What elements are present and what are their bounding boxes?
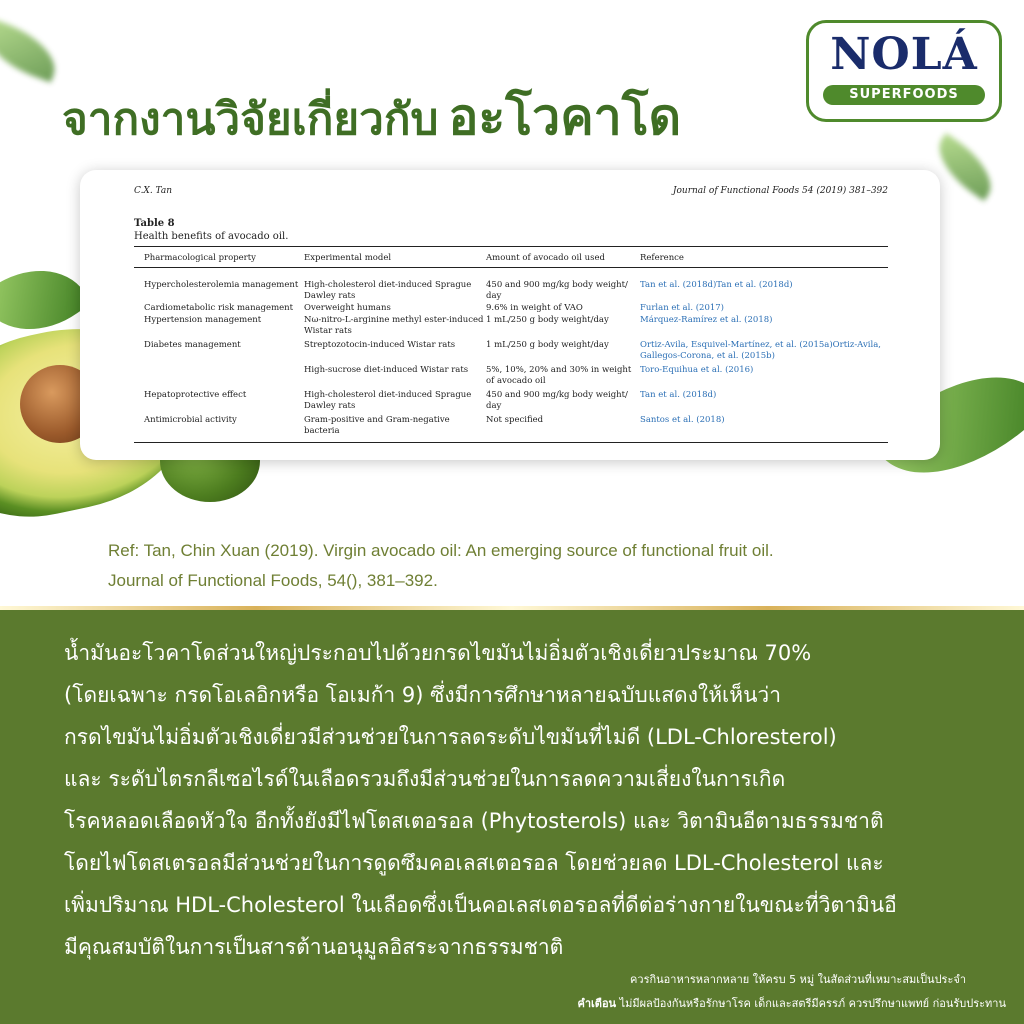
- table-column-header: Pharmacological property: [144, 253, 256, 263]
- table-cell-amount-line: day: [486, 291, 502, 301]
- table-cell-amount-line: Not specified: [486, 415, 544, 425]
- table-cell-reference-line: Tan et al. (2018d): [640, 390, 717, 400]
- table-cell-amount-line: 450 and 900 mg/kg body weight/: [486, 390, 628, 400]
- table-cell-reference-line: Toro-Equihua et al. (2016): [640, 365, 754, 375]
- body-line: กรดไขมันไม่อิ่มตัวเชิงเดี่ยวมีส่วนช่วยในการลดระดับไขมันที่ไม่ดี (LDL-Chloresterol): [64, 725, 837, 749]
- table-cell-amount-line: 5%, 10%, 20% and 30% in weight: [486, 365, 632, 375]
- table-cell-model-line: Dawley rats: [304, 401, 356, 411]
- running-header-author: C.X. Tan: [134, 186, 173, 196]
- body-line: และ ระดับไตรกลีเซอไรด์ในเลือดรวมถึงมีส่วนช่วยในการลดความเสี่ยงในการเกิด: [64, 767, 786, 791]
- leaf-decoration: [0, 18, 64, 83]
- page-title: [62, 78, 681, 157]
- table-cell-amount-line: day: [486, 401, 502, 411]
- table-cell-model-line: Streptozotocin-induced Wistar rats: [304, 340, 456, 350]
- brand-logo: [806, 20, 1002, 122]
- table-cell-amount: [486, 415, 543, 426]
- table-cell-property: Antimicrobial activity: [144, 415, 237, 425]
- table-cell-reference: [640, 315, 772, 326]
- table-column-header: Amount of avocado oil used: [486, 253, 605, 263]
- table-cell-model: [304, 340, 455, 351]
- table-cell-model: [304, 315, 483, 337]
- table-cell-amount: [486, 280, 628, 302]
- table-cell-property: Cardiometabolic risk management: [144, 303, 294, 313]
- body-line: (โดยเฉพาะ กรดโอเลอิกหรือ โอเมก้า 9) ซึ่งมีการศึกษาหลายฉบับแสดงให้เห็นว่า: [64, 683, 782, 707]
- paper-table-card: [80, 170, 940, 460]
- table-rule-top: [134, 246, 888, 247]
- body-line: มีคุณสมบัติในการเป็นสารต้านอนุมูลอิสระจากธรรมชาติ: [64, 935, 564, 959]
- body-line: โดยไฟโตสเตรอลมีส่วนช่วยในการดูดซึมคอเลสเตอรอล โดยช่วยลด LDL-Cholesterol และ: [64, 851, 884, 875]
- table-column-header: Reference: [640, 253, 684, 263]
- logo-tagline: SUPERFOODS: [823, 85, 985, 105]
- table-cell-reference: [640, 415, 725, 426]
- table-column-header: Experimental model: [304, 253, 392, 263]
- table-cell-reference: [640, 340, 881, 362]
- warning-text: [578, 994, 1007, 1012]
- table-cell-model-line: Dawley rats: [304, 291, 356, 301]
- table-cell-property: Hypercholesterolemia management: [144, 280, 299, 290]
- body-line: โรคหลอดเลือดหัวใจ อีกทั้งยังมีไฟโตสเตอรอล (Phytosterols) และ วิตามินอีตามธรรมชาติ: [64, 809, 884, 833]
- body-line: เพิ่มปริมาณ HDL-Cholesterol ในเลือดซึ่งเป็นคอเลสเตอรอลที่ดีต่อร่างกายในขณะที่วิตามินอี: [64, 893, 897, 917]
- body-line: น้ำมันอะโวคาโดส่วนใหญ่ประกอบไปด้วยกรดไขมันไม่อิ่มตัวเชิงเดี่ยวประมาณ 70%: [64, 641, 812, 665]
- body-paragraph: [64, 632, 994, 968]
- reference-line-1: Ref: Tan, Chin Xuan (2019). Virgin avocado oil: An emerging source of functional fruit oil.: [108, 541, 774, 560]
- table-cell-reference-line: Gallegos-Corona, et al. (2015b): [640, 351, 775, 361]
- table-rule-header: [134, 267, 888, 268]
- table-cell-amount: [486, 340, 609, 351]
- table-cell-amount: [486, 390, 628, 412]
- logo-name: NOLÁ: [830, 29, 978, 80]
- table-cell-reference: [640, 303, 724, 314]
- table-cell-amount-line: of avocado oil: [486, 376, 546, 386]
- table-cell-amount-line: 9.6% in weight of VAO: [486, 303, 583, 313]
- table-cell-reference-line: Furlan et al. (2017): [640, 303, 724, 313]
- table-rule-bottom: [134, 442, 888, 443]
- running-header-journal: Journal of Functional Foods 54 (2019) 381–392: [672, 186, 888, 196]
- title-prefix: จากงานวิจัยเกี่ยวกับ: [62, 94, 439, 145]
- table-cell-amount: [486, 365, 631, 387]
- table-cell-model-line: Gram-positive and Gram-negative: [304, 415, 450, 425]
- table-cell-reference-line: Ortiz-Avila, Esquivel-Martínez, et al. (2015a)Ortiz-Avila,: [640, 340, 881, 350]
- table-cell-amount: [486, 303, 583, 314]
- table-cell-model-line: Wistar rats: [304, 326, 352, 336]
- table-cell-amount-line: 450 and 900 mg/kg body weight/: [486, 280, 628, 290]
- table-cell-model: [304, 390, 471, 412]
- table-cell-model-line: High-cholesterol diet-induced Sprague: [304, 390, 472, 400]
- table-cell-amount-line: 1 mL/250 g body weight/day: [486, 315, 609, 325]
- warning-message: ไม่มีผลป้องกันหรือรักษาโรค เด็กและสตรีมีครรภ์ ควรปรึกษาแพทย์ ก่อนรับประทาน: [616, 997, 1006, 1010]
- reference-citation: [108, 536, 774, 596]
- table-cell-property: Hepatoprotective effect: [144, 390, 247, 400]
- table-cell-reference: [640, 365, 753, 376]
- warning-label: คำเตือน: [577, 997, 617, 1010]
- table-cell-reference-line: Santos et al. (2018): [640, 415, 725, 425]
- table-cell-model-line: High-cholesterol diet-induced Sprague: [304, 280, 472, 290]
- nutrition-advice: ควรกินอาหารหลากหลาย ให้ครบ 5 หมู่ ในสัดส่วนที่เหมาะสมเป็นประจำ: [630, 973, 966, 986]
- table-cell-model: [304, 365, 468, 376]
- table-cell-model-line: Overweight humans: [304, 303, 391, 313]
- table-cell-amount: [486, 315, 609, 326]
- table-caption: Health benefits of avocado oil.: [134, 231, 289, 242]
- table-cell-amount-line: 1 mL/250 g body weight/day: [486, 340, 609, 350]
- table-cell-model-line: bacteria: [304, 426, 340, 436]
- table-cell-model: [304, 415, 450, 437]
- table-cell-reference-line: Márquez-Ramírez et al. (2018): [640, 315, 773, 325]
- table-number: Table 8: [134, 218, 175, 229]
- table-cell-property: Diabetes management: [144, 340, 241, 350]
- table-cell-model: [304, 303, 391, 314]
- reference-line-2: Journal of Functional Foods, 54(), 381–392.: [108, 571, 438, 590]
- table-cell-reference-line: Tan et al. (2018d)Tan et al. (2018d): [640, 280, 793, 290]
- table-cell-property: Hypertension management: [144, 315, 262, 325]
- table-cell-model: [304, 280, 471, 302]
- table-cell-model-line: High-sucrose diet-induced Wistar rats: [304, 365, 469, 375]
- title-emphasis: อะโวคาโด: [448, 88, 682, 146]
- table-cell-model-line: Nω-nitro-L-arginine methyl ester-induced: [304, 315, 484, 325]
- table-cell-reference: [640, 280, 793, 291]
- table-cell-reference: [640, 390, 716, 401]
